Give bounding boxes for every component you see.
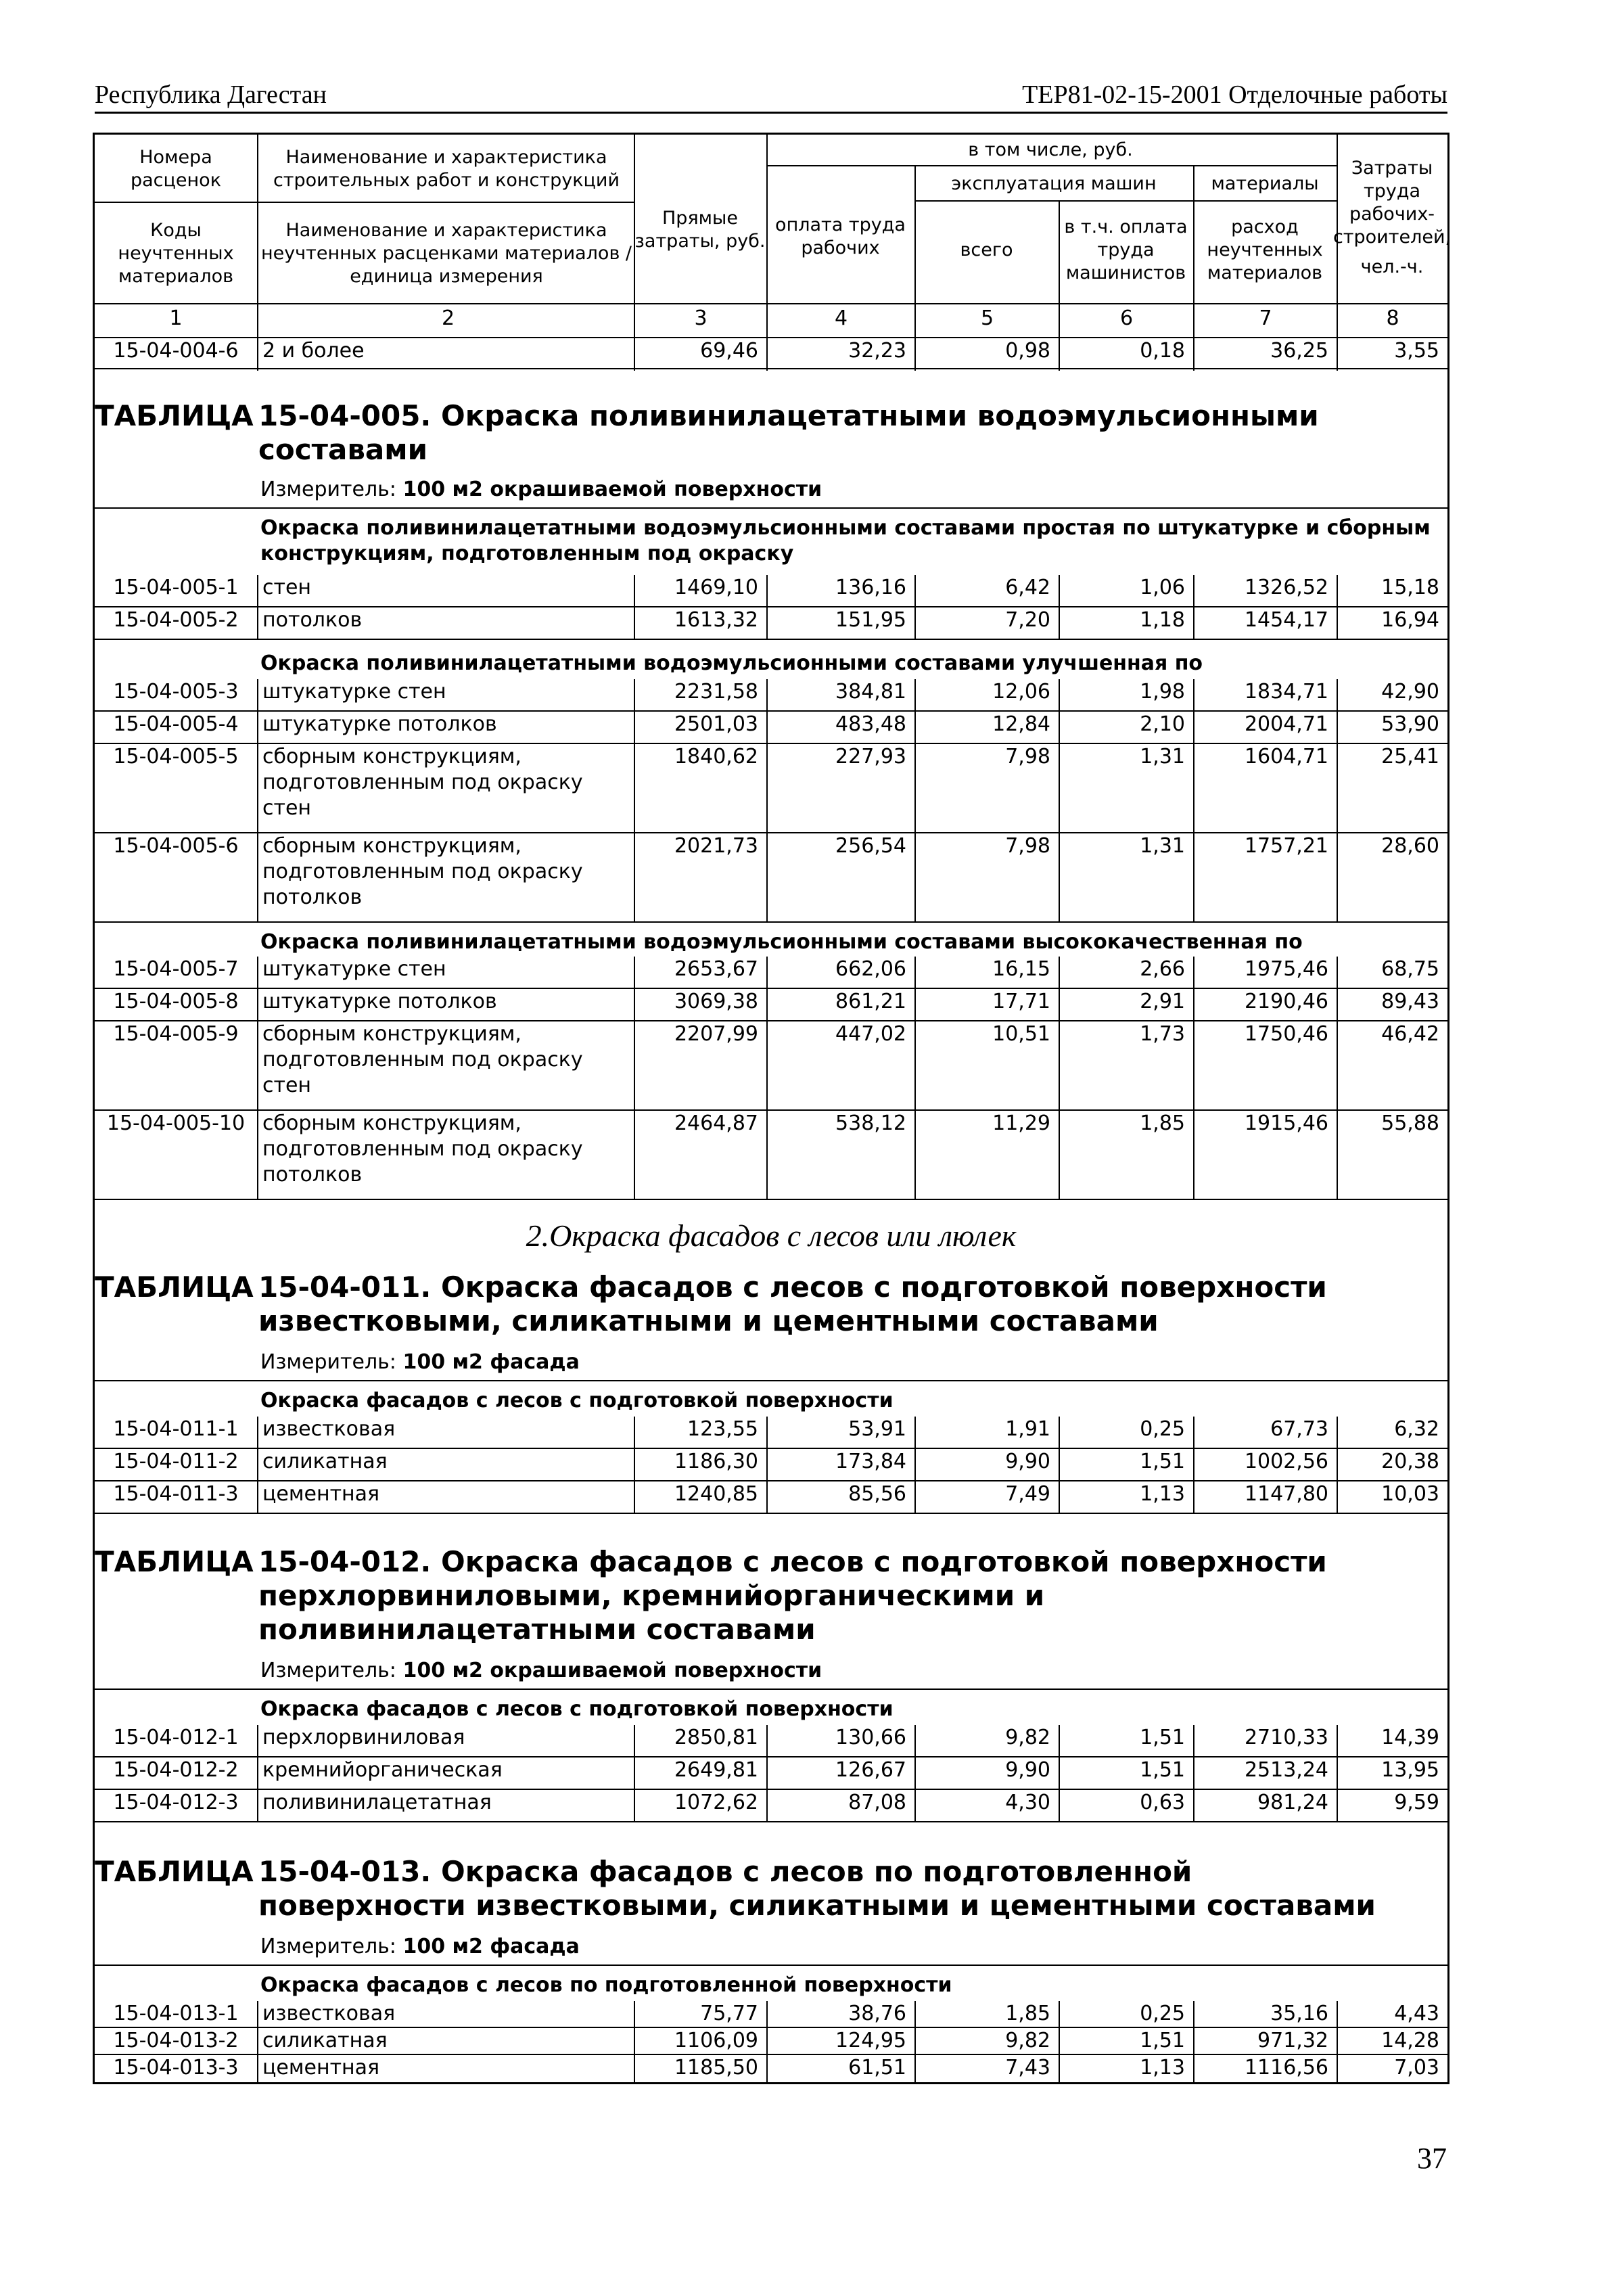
row-value: 124,95	[766, 2028, 914, 2055]
row-value: 1116,56	[1193, 2055, 1337, 2082]
row-value: 75,77	[634, 2001, 766, 2028]
row-name: цементная	[257, 1481, 634, 1514]
row-value: 2,66	[1059, 957, 1193, 989]
row-value: 662,06	[766, 957, 914, 989]
region-label: Республика Дагестан	[95, 81, 327, 109]
row-name: сборным конструкциям, подготовленным под окраску потолков	[257, 1111, 634, 1200]
row-name: стен	[257, 575, 634, 607]
row-value: 384,81	[766, 679, 914, 712]
col-num-4: 4	[766, 306, 914, 337]
table-row	[95, 1725, 1447, 1757]
row-value: 68,75	[1337, 957, 1447, 989]
row-value: 1,51	[1059, 1757, 1193, 1790]
row-name: силикатная	[257, 2028, 634, 2055]
row-value: 2653,67	[634, 957, 766, 989]
table-row	[95, 989, 1447, 1021]
row-value: 12,84	[914, 712, 1059, 744]
table-row	[95, 2028, 1447, 2055]
header-cell-8b: чел.-ч.	[1360, 256, 1424, 277]
row-value: 861,21	[766, 989, 914, 1021]
row-value: 85,56	[766, 1481, 914, 1514]
row-value: 53,91	[766, 1417, 914, 1449]
row-value: 1,13	[1059, 2055, 1193, 2082]
row-value: 2501,03	[634, 712, 766, 744]
row-value: 36,25	[1193, 338, 1337, 369]
table-keyword: ТАБЛИЦА	[95, 1270, 254, 1304]
subheading: Окраска фасадов с лесов с подготовкой поверхности	[260, 1389, 894, 1412]
col-num-3: 3	[634, 306, 766, 337]
table-keyword: ТАБЛИЦА	[95, 1545, 254, 1578]
row-code: 15-04-005-3	[113, 680, 239, 704]
table-row	[95, 1417, 1447, 1449]
row-value: 1,51	[1059, 1725, 1193, 1757]
header-cell-1b: Коды неучтенных материалов	[118, 220, 234, 287]
table-row	[95, 575, 1447, 607]
header-incl: в том числе, руб.	[968, 139, 1133, 160]
row-value: 11,29	[914, 1111, 1059, 1200]
table-row	[95, 338, 1447, 369]
row-value: 2,91	[1059, 989, 1193, 1021]
row-value: 0,63	[1059, 1790, 1193, 1822]
subheading: Окраска фасадов с лесов по подготовленной поверхности	[260, 1973, 952, 1997]
row-value: 2207,99	[634, 1021, 766, 1111]
header-materials: материалы	[1211, 173, 1319, 194]
row-value: 1469,10	[634, 575, 766, 607]
col-num-7: 7	[1193, 306, 1337, 337]
measure-line	[260, 1659, 822, 1682]
header-cell-5: всего	[960, 239, 1013, 260]
measure-line	[260, 1935, 580, 1958]
row-name: цементная	[257, 2055, 634, 2082]
table-row	[95, 679, 1447, 712]
row-value: 6,32	[1337, 1417, 1447, 1449]
row-code: 15-04-005-5	[113, 745, 239, 768]
row-value: 3069,38	[634, 989, 766, 1021]
row-name: штукатурке стен	[257, 957, 634, 989]
row-value: 1240,85	[634, 1481, 766, 1514]
table-keyword: ТАБЛИЦА	[95, 1855, 254, 1888]
section-heading: 2.Окраска фасадов с лесов или люлек	[526, 1218, 1017, 1253]
header-cell-6: в т.ч. оплата труда машинистов	[1064, 216, 1188, 283]
row-value: 1,51	[1059, 2028, 1193, 2055]
row-value: 0,98	[914, 338, 1059, 369]
table-row	[95, 833, 1447, 923]
table-keyword: ТАБЛИЦА	[95, 399, 254, 432]
row-value: 9,90	[914, 1449, 1059, 1481]
row-value: 7,49	[914, 1481, 1059, 1514]
header-cell-4: оплата труда рабочих	[775, 214, 906, 258]
row-value: 6,42	[914, 575, 1059, 607]
row-value: 971,32	[1193, 2028, 1337, 2055]
row-value: 20,38	[1337, 1449, 1447, 1481]
header-cell-8a: Затраты труда рабочих-строителей,	[1332, 158, 1452, 248]
row-code: 15-04-012-2	[113, 1758, 239, 1782]
col-num-5: 5	[914, 306, 1059, 337]
row-value: 55,88	[1337, 1111, 1447, 1200]
row-value: 2850,81	[634, 1725, 766, 1757]
header-cell-2a: Наименование и характеристика строительных работ и конструкций	[273, 147, 620, 191]
header-divider	[766, 165, 1337, 166]
row-value: 7,03	[1337, 2055, 1447, 2082]
header-divider	[95, 202, 634, 203]
row-value: 89,43	[1337, 989, 1447, 1021]
row-rule	[95, 1964, 1447, 1966]
measure-line	[260, 1350, 580, 1374]
table-row	[95, 1790, 1447, 1822]
row-rule	[95, 1688, 1447, 1690]
row-value: 1,51	[1059, 1449, 1193, 1481]
row-value: 2649,81	[634, 1757, 766, 1790]
row-name: поливинилацетатная	[257, 1790, 634, 1822]
row-value: 7,20	[914, 607, 1059, 640]
row-rule	[95, 1380, 1447, 1381]
table-row	[95, 2001, 1447, 2028]
row-code: 15-04-013-3	[113, 2056, 239, 2079]
measure-value: 100 м2 фасада	[402, 1935, 580, 1958]
row-value: 13,95	[1337, 1757, 1447, 1790]
row-name: штукатурке стен	[257, 679, 634, 712]
row-value: 227,93	[766, 744, 914, 833]
row-value: 87,08	[766, 1790, 914, 1822]
page-number: 37	[1417, 2142, 1447, 2175]
row-value: 10,51	[914, 1021, 1059, 1111]
row-name: силикатная	[257, 1449, 634, 1481]
table-title-text: 15-04-013. Окраска фасадов с лесов по подготовленной поверхности известковыми, силикатными и цементными составами	[258, 1855, 1376, 1922]
row-value: 4,43	[1337, 2001, 1447, 2028]
row-value: 151,95	[766, 607, 914, 640]
row-value: 7,43	[914, 2055, 1059, 2082]
row-value: 1072,62	[634, 1790, 766, 1822]
row-value: 1,73	[1059, 1021, 1193, 1111]
measure-value: 100 м2 окрашиваемой поверхности	[402, 478, 822, 501]
row-value: 7,98	[914, 744, 1059, 833]
row-name: 2 и более	[257, 338, 634, 369]
row-value: 2513,24	[1193, 1757, 1337, 1790]
col-num-6: 6	[1059, 306, 1193, 337]
row-value: 1834,71	[1193, 679, 1337, 712]
row-value: 16,15	[914, 957, 1059, 989]
row-value: 2021,73	[634, 833, 766, 923]
row-value: 1975,46	[1193, 957, 1337, 989]
row-name: сборным конструкциям, подготовленным под окраску стен	[257, 744, 634, 833]
row-value: 9,90	[914, 1757, 1059, 1790]
row-value: 2004,71	[1193, 712, 1337, 744]
row-code: 15-04-005-8	[113, 990, 239, 1013]
row-value: 1002,56	[1193, 1449, 1337, 1481]
row-name: сборным конструкциям, подготовленным под окраску стен	[257, 1021, 634, 1111]
row-value: 1915,46	[1193, 1111, 1337, 1200]
row-code: 15-04-005-7	[113, 957, 239, 981]
page-header	[95, 80, 1447, 112]
row-value: 14,39	[1337, 1725, 1447, 1757]
col-num-8: 8	[1337, 306, 1447, 337]
subheading: Окраска фасадов с лесов с подготовкой поверхности	[260, 1697, 894, 1721]
row-value: 2464,87	[634, 1111, 766, 1200]
row-value: 1,18	[1059, 607, 1193, 640]
row-code: 15-04-005-1	[113, 576, 239, 599]
row-value: 483,48	[766, 712, 914, 744]
table-row	[95, 712, 1447, 744]
row-code: 15-04-005-9	[113, 1022, 239, 1046]
row-code: 15-04-011-1	[113, 1417, 239, 1441]
row-value: 1,06	[1059, 575, 1193, 607]
row-value: 1454,17	[1193, 607, 1337, 640]
table-title-text: 15-04-005. Окраска поливинилацетатными водоэмульсионными составами	[258, 399, 1319, 466]
row-value: 1106,09	[634, 2028, 766, 2055]
row-value: 1750,46	[1193, 1021, 1337, 1111]
row-code: 15-04-011-2	[113, 1450, 239, 1473]
row-value: 130,66	[766, 1725, 914, 1757]
measure-label: Измеритель:	[260, 1659, 396, 1682]
table-title-text: 15-04-012. Окраска фасадов с лесов с подготовкой поверхности перхлорвиниловыми, кремнийорганическими и поливинилацетатными составами	[258, 1545, 1327, 1646]
row-value: 7,98	[914, 833, 1059, 923]
table-row	[95, 1449, 1447, 1481]
table-row	[95, 1111, 1447, 1200]
row-value: 1840,62	[634, 744, 766, 833]
row-value: 16,94	[1337, 607, 1447, 640]
subheading: Окраска поливинилацетатными водоэмульсионными составами улучшенная по	[260, 651, 1203, 675]
row-value: 28,60	[1337, 833, 1447, 923]
row-value: 25,41	[1337, 744, 1447, 833]
row-value: 46,42	[1337, 1021, 1447, 1111]
table-row	[95, 2055, 1447, 2082]
row-value: 61,51	[766, 2055, 914, 2082]
row-code: 15-04-011-3	[113, 1482, 239, 1506]
row-value: 42,90	[1337, 679, 1447, 712]
row-value: 256,54	[766, 833, 914, 923]
measure-label: Измеритель:	[260, 478, 396, 501]
table-row	[95, 1481, 1447, 1514]
row-value: 1613,32	[634, 607, 766, 640]
row-value: 2231,58	[634, 679, 766, 712]
table-row	[95, 1021, 1447, 1111]
row-name: потолков	[257, 607, 634, 640]
row-value: 0,25	[1059, 2001, 1193, 2028]
header-cell-2b: Наименование и характеристика неучтенных расценками материалов / единица измерения	[260, 220, 632, 287]
row-value: 15,18	[1337, 575, 1447, 607]
row-code: 15-04-005-2	[113, 608, 239, 632]
row-name: кремнийорганическая	[257, 1757, 634, 1790]
header-cell-3: Прямые затраты, руб.	[634, 208, 766, 252]
measure-label: Измеритель:	[260, 1350, 396, 1374]
row-value: 1,85	[914, 2001, 1059, 2028]
row-value: 2,10	[1059, 712, 1193, 744]
header-divider	[95, 303, 1447, 304]
measure-value: 100 м2 окрашиваемой поверхности	[402, 1659, 822, 1682]
table-row	[95, 1757, 1447, 1790]
subheading: Окраска поливинилацетатными водоэмульсионными составами высококачественная по	[260, 930, 1303, 954]
row-value: 1,31	[1059, 744, 1193, 833]
row-name: штукатурке потолков	[257, 989, 634, 1021]
row-value: 12,06	[914, 679, 1059, 712]
table-row	[95, 744, 1447, 833]
header-cell-1a: Номера расценок	[131, 147, 221, 191]
row-value: 35,16	[1193, 2001, 1337, 2028]
row-value: 981,24	[1193, 1790, 1337, 1822]
row-value: 53,90	[1337, 712, 1447, 744]
row-value: 1,85	[1059, 1111, 1193, 1200]
row-value: 9,59	[1337, 1790, 1447, 1822]
row-code: 15-04-005-10	[106, 1111, 246, 1135]
row-value: 9,82	[914, 2028, 1059, 2055]
row-value: 1,31	[1059, 833, 1193, 923]
row-code: 15-04-012-1	[113, 1726, 239, 1749]
row-name: известковая	[257, 1417, 634, 1449]
measure-line	[260, 478, 822, 501]
col-num-1: 1	[169, 306, 183, 330]
document-code: ТЕР81-02-15-2001 Отделочные работы	[1022, 81, 1447, 109]
measure-label: Измеритель:	[260, 1935, 396, 1958]
row-code: 15-04-005-4	[113, 712, 239, 736]
row-value: 123,55	[634, 1417, 766, 1449]
header-divider	[914, 200, 1337, 202]
row-name: сборным конструкциям, подготовленным под окраску потолков	[257, 833, 634, 923]
row-value: 1326,52	[1193, 575, 1337, 607]
measure-value: 100 м2 фасада	[402, 1350, 580, 1374]
row-value: 136,16	[766, 575, 914, 607]
table-row	[95, 607, 1447, 640]
row-value: 4,30	[914, 1790, 1059, 1822]
row-value: 0,18	[1059, 338, 1193, 369]
row-value: 32,23	[766, 338, 914, 369]
row-value: 1,98	[1059, 679, 1193, 712]
table-row	[95, 957, 1447, 989]
row-value: 38,76	[766, 2001, 914, 2028]
row-value: 1604,71	[1193, 744, 1337, 833]
row-value: 126,67	[766, 1757, 914, 1790]
row-rule	[95, 507, 1447, 509]
row-code: 15-04-004-6	[113, 339, 239, 363]
row-value: 1,91	[914, 1417, 1059, 1449]
row-value: 0,25	[1059, 1417, 1193, 1449]
row-value: 3,55	[1337, 338, 1447, 369]
row-name: известковая	[257, 2001, 634, 2028]
row-name: штукатурке потолков	[257, 712, 634, 744]
row-name: перхлорвиниловая	[257, 1725, 634, 1757]
header-machines: эксплуатация машин	[951, 173, 1157, 194]
row-value: 67,73	[1193, 1417, 1337, 1449]
row-value: 1185,50	[634, 2055, 766, 2082]
col-num-2: 2	[257, 306, 634, 337]
row-code: 15-04-005-6	[113, 834, 239, 858]
row-code: 15-04-013-2	[113, 2029, 239, 2052]
row-value: 1186,30	[634, 1449, 766, 1481]
row-value: 538,12	[766, 1111, 914, 1200]
row-value: 1,13	[1059, 1481, 1193, 1514]
header-rule	[95, 112, 1447, 114]
row-code: 15-04-012-3	[113, 1791, 239, 1814]
row-value: 14,28	[1337, 2028, 1447, 2055]
row-value: 173,84	[766, 1449, 914, 1481]
row-code: 15-04-013-1	[113, 2002, 239, 2025]
row-value: 69,46	[634, 338, 766, 369]
row-value: 447,02	[766, 1021, 914, 1111]
header-cell-7: расход неучтенных материалов	[1207, 216, 1323, 283]
row-value: 1147,80	[1193, 1481, 1337, 1514]
row-value: 10,03	[1337, 1481, 1447, 1514]
subheading: Окраска поливинилацетатными водоэмульсионными составами простая по штукатурке и сборным конструкциям, подготовленным под окраску	[260, 516, 1431, 566]
table-title-text: 15-04-011. Окраска фасадов с лесов с подготовкой поверхности известковыми, силикатными и цементными составами	[258, 1270, 1327, 1337]
row-value: 17,71	[914, 989, 1059, 1021]
row-value: 2710,33	[1193, 1725, 1337, 1757]
row-value: 2190,46	[1193, 989, 1337, 1021]
column-number-row	[95, 306, 1447, 337]
row-value: 9,82	[914, 1725, 1059, 1757]
row-value: 1757,21	[1193, 833, 1337, 923]
